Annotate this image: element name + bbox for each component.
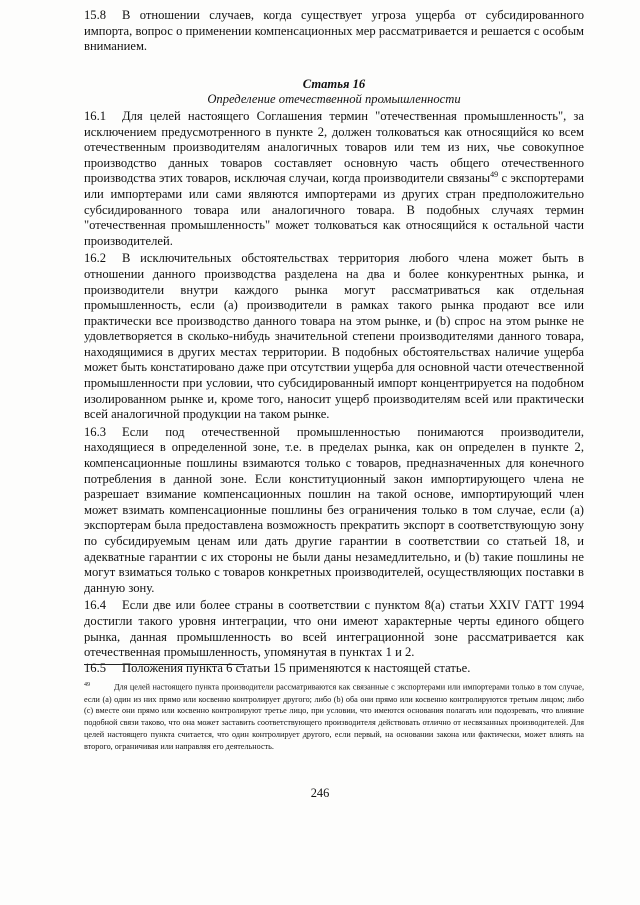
page-number: 246 (310, 786, 330, 800)
main-text (84, 8, 584, 676)
paragraph-text: Для целей настоящего Соглашения термин "отечественная промышленность", за исключением предусмотренного в пункте 2, должен толковаться как относящийся ко всем отечественным производителям аналогичных товаров или тем из них, чье совокупное производство данных товаров составляет основную часть общего отечественного производства этих товаров, исключая случаи, когда производители связаны (84, 108, 584, 186)
paragraph-number: 16.5 (84, 660, 107, 675)
paragraph-number: 16.3 (84, 424, 107, 439)
paragraph-16-4 (84, 598, 584, 660)
paragraph-number: 16.2 (84, 251, 107, 266)
paragraph-16-3 (84, 425, 584, 597)
paragraph-16-1 (84, 109, 584, 249)
footnote-number: 49 (84, 682, 90, 688)
footnote-text: Для целей настоящего пункта производители рассматриваются как связанные с экспортерами или импортерами только в том случае, если (a) один из них прямо или косвенно контролирует другого; либо (b) оба они прямо или косвенно контролируются третьим лицом; либо (c) вместе они прямо или косвенно контролируют третье лицо, при условии, что имеются основания полагать или подозревать, что влияние подобной связи таково, что она может заставить соответствующего производителя действовать отлично от несвязанных производителей. Для целей настоящего пункта считается, что один контролирует другого, если первый, на основании закона или фактически, может влиять на второго, ограничивая или направляя его деятельность. (84, 682, 584, 751)
footnote-reference: 49 (490, 170, 499, 180)
footnote-49 (84, 680, 584, 753)
paragraph-16-2 (84, 251, 584, 423)
paragraph-text-continued: с экспортерами или импортерами или сами являются импортерами из других стран предположительно субсидированного товара или аналогичного товара. В подобных случаях термин "отечественная промышленность" может толковаться как относящийся к остальной части производителей. (84, 171, 584, 248)
paragraph-number: 16.1 (84, 108, 107, 123)
article-subtitle: Определение отечественной промышленности (207, 92, 461, 107)
footnote-divider (84, 664, 244, 665)
paragraph-text: В отношении случаев, когда существует угроза ущерба от субсидированного импорта, вопрос о применении компенсационных мер рассматривается и решается с особым вниманием. (84, 8, 584, 54)
paragraph-text: Если две или более страны в соответствии с пунктом 8(a) статьи XXIV ГАТТ 1994 достигли такого уровня интеграции, что они имеют характерные черты единого общего рынка, данная промышленность во всей интеграционной зоне рассматривается как отечественная промышленность, упомянутая в пунктах 1 и 2. (84, 598, 584, 660)
paragraph-text: В исключительных обстоятельствах территория любого члена может быть в отношении данного производства разделена на два и более конкурентных рынка, и производители внутри каждого рынка могут рассматриваться как отдельная промышленность, если (a) производители в рамках такого рынка продают все или практически все производство данного товара на этом рынке, и (b) спрос на этом рынке не удовлетворяется в сколько-нибудь значительной степени производителями данного товара, находящимися в других местах территории. В подобных обстоятельствах наличие ущерба может быть констатировано даже при отсутствии ущерба для основной части отечественной промышленности при условии, что субсидированный импорт концентрируется на подобном изолированном рынке и, кроме того, наносит ущерб производителям всей или практически всей аналогичной продукции на таком рынке. (84, 251, 584, 422)
paragraph-number: 15.8 (84, 8, 107, 22)
paragraph-15-8 (84, 8, 584, 55)
paragraph-text: Если под отечественной промышленностью понимаются производители, находящиеся в определенной зоне, т.е. в пределах рынка, как он определен в пункте 2, компенсационные пошлины взимаются только с товаров, предназначенных для конечного потребления в данной зоне. Если конституционный закон импортирующего члена не разрешает взимание компенсационных пошлин на такой основе, импортирующий член может взимать компенсационные пошлины без ограничения только в том случае, если (a) экспортерам была предоставлена возможность прекратить экспорт в соответствующую зону по субсидируемым ценам или дать другие гарантии в соответствии со статьей 18, и адекватные гарантии с их стороны не были даны незамедлительно, и (b) такие пошлины не могут взиматься только с товаров конкретных производителей, осуществляющих поставки в данную зону. (84, 424, 584, 595)
article-title: Статья 16 (302, 76, 366, 91)
paragraph-number: 16.4 (84, 598, 107, 613)
paragraph-text: Положения пункта 6 статьи 15 применяются к настоящей статье. (122, 660, 471, 675)
